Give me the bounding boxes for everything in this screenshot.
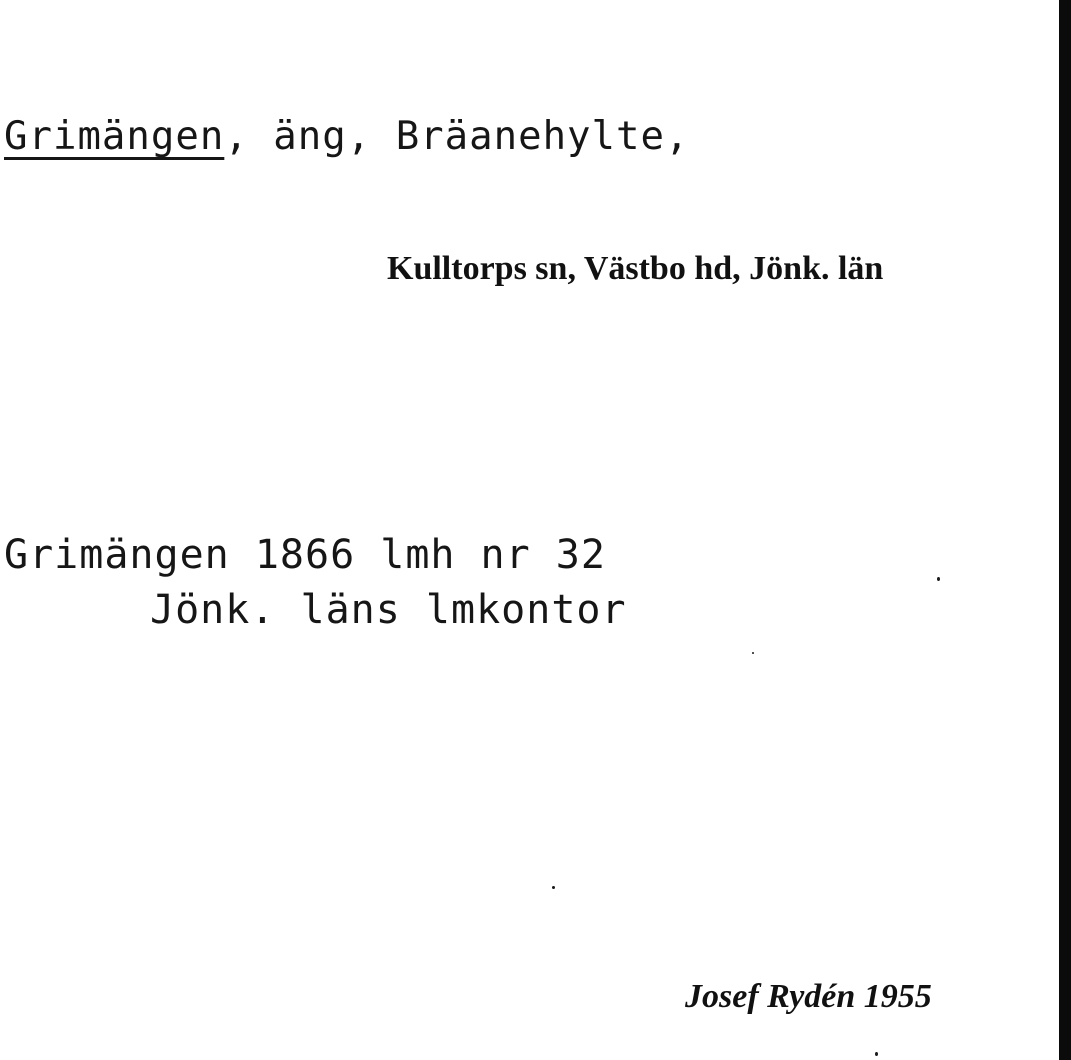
signature: Josef Rydén 1955 (685, 978, 932, 1015)
ink-speck (552, 886, 555, 889)
headword: Grimängen (4, 114, 225, 159)
headword-line (4, 114, 689, 159)
ink-speck (875, 1052, 878, 1056)
headword-description: , äng, Bräanehylte, (224, 114, 690, 159)
source-line-1: Grimängen 1866 lmh nr 32 (4, 532, 606, 578)
ink-speck (752, 652, 754, 654)
source-line-2: Jönk. läns lmkontor (150, 587, 627, 633)
card-edge-border (1059, 0, 1071, 1060)
parish-location: Kulltorps sn, Västbo hd, Jönk. län (387, 250, 884, 287)
ink-speck (937, 577, 940, 581)
